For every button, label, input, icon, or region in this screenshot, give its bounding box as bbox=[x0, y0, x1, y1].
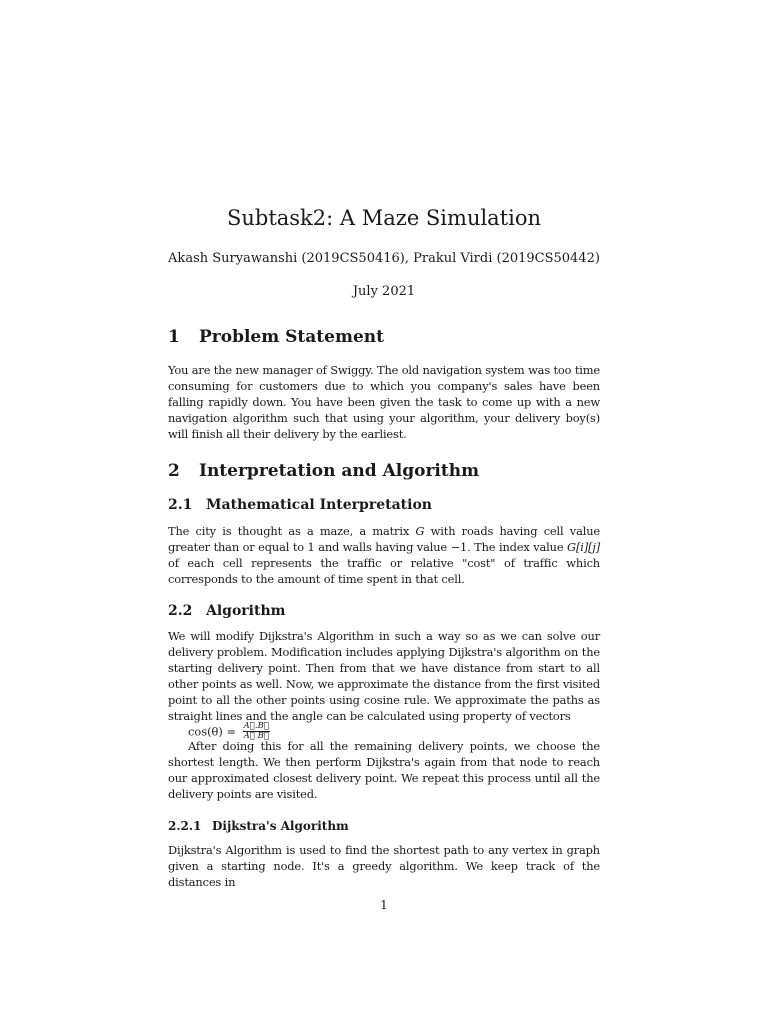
formula-lhs: cos(θ) = bbox=[188, 724, 236, 739]
paragraph-text: with roads having cell value greater than or equal to 1 and walls having value −1. The index value bbox=[168, 524, 600, 554]
subsection-title: Mathematical Interpretation bbox=[206, 497, 432, 513]
mathematical-interpretation-paragraph bbox=[168, 523, 600, 587]
math-index-expression: G[i][j] bbox=[567, 540, 600, 554]
subsection-heading-mathematical-interpretation bbox=[168, 497, 600, 513]
paper-authors: Akash Suryawanshi (2019CS50416), Prakul Virdi (2019CS50442) bbox=[168, 251, 600, 266]
algorithm-paragraph-2: After doing this for all the remaining delivery points, we choose the shortest length. We then perform Dijkstra's again from that node to reach our approximated closest delivery point. We repeat this process until all the delivery points are visited. bbox=[168, 739, 600, 801]
section-heading-interpretation-algorithm bbox=[168, 461, 600, 481]
paragraph-text: The city is thought as a maze, a matrix bbox=[168, 524, 416, 538]
math-variable-g: G bbox=[415, 524, 425, 538]
section-heading-problem-statement bbox=[168, 327, 600, 347]
section-number: 2 bbox=[168, 461, 180, 481]
page-number: 1 bbox=[380, 898, 388, 912]
subsubsection-title: Dijkstra's Algorithm bbox=[212, 819, 349, 833]
section-title: Interpretation and Algorithm bbox=[199, 461, 480, 481]
subsection-heading-algorithm bbox=[168, 603, 600, 619]
algorithm-paragraph-1: We will modify Dijkstra's Algorithm in such a way so as we can solve our delivery problem. Modification includes applying Dijkstra's algorithm on the starting delivery point. Then from that we have distance from start to all other points as well. Now, we approximate the distance from the first visited point to all the other points using cosine rule. We approximate the paths as straight lines and the angle can be calculated using property of vectors bbox=[168, 629, 600, 723]
problem-statement-paragraph: You are the new manager of Swiggy. The old navigation system was too time consuming for customers due to which you company's sales have been falling rapidly down. You have been given the task to come up with a new navigation algorithm such that using your algorithm, your delivery boy(s) will finish all their delivery by the earliest. bbox=[168, 363, 600, 441]
paper-date: July 2021 bbox=[352, 284, 416, 299]
dijkstra-paragraph: Dijkstra's Algorithm is used to find the shortest path to any vertex in graph given a starting node. It's a greedy algorithm. We keep track of the distances in bbox=[168, 843, 600, 889]
subsection-number: 2.1 bbox=[168, 497, 193, 513]
paper-title: Subtask2: A Maze Simulation bbox=[226, 206, 542, 230]
section-number: 1 bbox=[168, 327, 180, 347]
subsubsection-number: 2.2.1 bbox=[168, 819, 202, 833]
subsection-number: 2.2 bbox=[168, 603, 193, 619]
section-title: Problem Statement bbox=[199, 327, 384, 347]
subsection-title: Algorithm bbox=[206, 603, 286, 619]
subsubsection-heading-dijkstra bbox=[168, 819, 600, 833]
formula-numerator: A⃗.B⃗ bbox=[243, 721, 269, 731]
paragraph-text: of each cell represents the traffic or relative "cost" of traffic which corresponds to the amount of time spent in that cell. bbox=[168, 556, 600, 586]
formula-denominator: A⃗ B⃗ bbox=[243, 731, 269, 741]
